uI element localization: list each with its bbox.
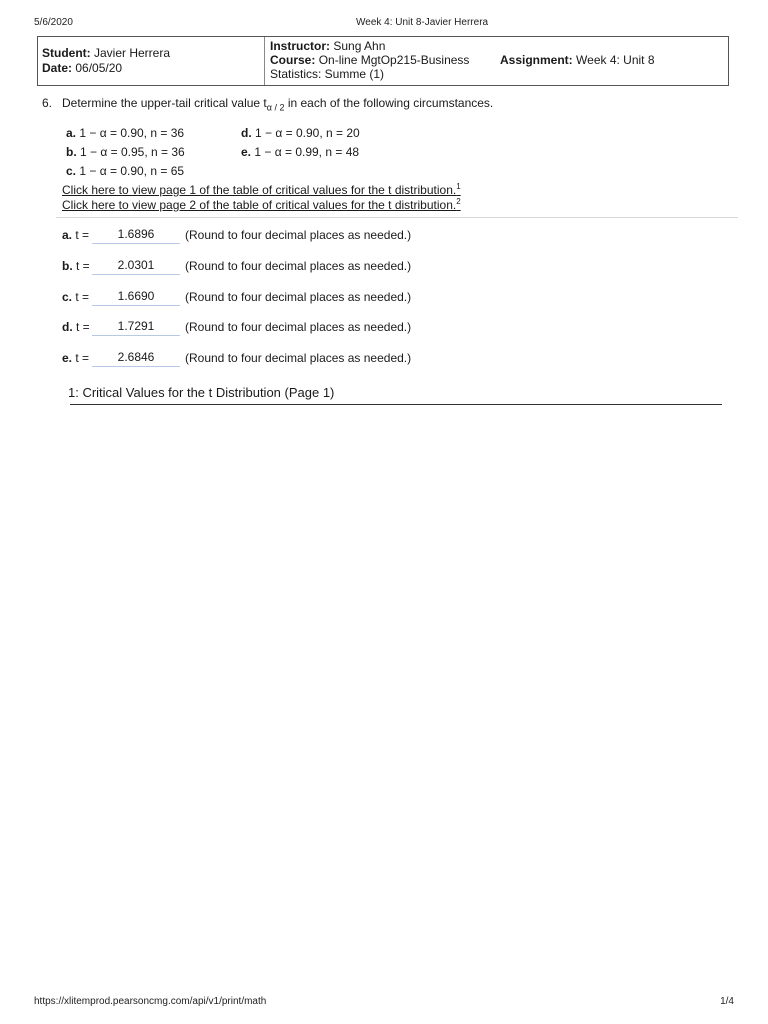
condition-label: b.: [66, 145, 77, 159]
answer-eq: t =: [72, 320, 90, 334]
question-text-before: Determine the upper-tail critical value t: [62, 96, 267, 110]
instructor-label: Instructor:: [270, 39, 330, 53]
link-text: Click here to view page 1 of the table of critical values for the t distribution.: [62, 183, 457, 197]
info-box: [37, 36, 729, 86]
print-title: Week 4: Unit 8-Javier Herrera: [356, 17, 489, 28]
answer-letter: d.: [62, 320, 73, 334]
student-value: Javier Herrera: [94, 46, 171, 60]
condition-text: 1 − α = 0.90, n = 36: [79, 126, 185, 140]
answer-label: [62, 290, 89, 304]
condition-c: [66, 164, 184, 178]
instructor-value: Sung Ahn: [333, 39, 386, 53]
course-value-2: Statistics: Summe (1): [270, 67, 385, 81]
answer-note: (Round to four decimal places as needed.): [185, 351, 412, 365]
link-footnote: 1: [456, 182, 461, 191]
answer-note: (Round to four decimal places as needed.): [185, 259, 412, 273]
section-divider: [56, 217, 738, 218]
answer-eq: t =: [72, 290, 90, 304]
condition-e: [241, 145, 359, 159]
condition-label: c.: [66, 164, 77, 178]
t-table-page-1-link[interactable]: [62, 182, 461, 197]
answer-letter: b.: [62, 259, 73, 273]
answer-eq: t =: [72, 259, 90, 273]
answer-label: [62, 351, 89, 365]
condition-text: 1 − α = 0.90, n = 65: [79, 164, 185, 178]
answer-label: [62, 259, 90, 273]
course-label: Course:: [270, 53, 316, 67]
answer-field-d[interactable]: 1.7291: [92, 318, 180, 336]
table-title: 1: Critical Values for the t Distribution (Page 1): [68, 385, 335, 400]
question-text-sub: α / 2: [266, 102, 285, 113]
answer-field-b[interactable]: 2.0301: [92, 257, 180, 275]
answer-letter: c.: [62, 290, 73, 304]
answer-label: [62, 320, 90, 334]
condition-text: 1 − α = 0.95, n = 36: [80, 145, 185, 159]
answer-note: (Round to four decimal places as needed.): [185, 228, 412, 242]
link-footnote: 2: [456, 197, 461, 206]
student-label: Student:: [42, 46, 91, 60]
page-number: 1/4: [720, 996, 734, 1007]
answer-field-e[interactable]: 2.6846: [92, 349, 180, 367]
condition-label: a.: [66, 126, 77, 140]
question-text-after: in each of the following circumstances.: [284, 96, 494, 110]
date-value: 06/05/20: [75, 61, 123, 75]
table-rule: [70, 404, 722, 405]
answer-eq: t =: [72, 351, 90, 365]
link-text: Click here to view page 2 of the table of critical values for the t distribution.: [62, 198, 457, 212]
answer-field-a[interactable]: 1.6896: [92, 226, 180, 244]
instructor-info: [270, 39, 469, 81]
assignment-value: Week 4: Unit 8: [576, 53, 655, 67]
condition-text: 1 − α = 0.90, n = 20: [255, 126, 360, 140]
print-date: 5/6/2020: [34, 17, 73, 28]
condition-b: [66, 145, 185, 159]
answer-label: [62, 228, 89, 242]
answer-note: (Round to four decimal places as needed.): [185, 320, 412, 334]
condition-label: d.: [241, 126, 252, 140]
condition-d: [241, 126, 360, 140]
question-text: [62, 96, 493, 112]
answer-letter: a.: [62, 228, 73, 242]
t-table-page-2-link[interactable]: [62, 197, 461, 212]
answer-letter: e.: [62, 351, 73, 365]
date-label: Date:: [42, 61, 73, 75]
condition-a: [66, 126, 184, 140]
condition-text: 1 − α = 0.99, n = 48: [254, 145, 360, 159]
print-url: https://xlitemprod.pearsoncmg.com/api/v1/print/math: [34, 996, 267, 1007]
assignment-info: [500, 53, 655, 67]
info-divider: [264, 37, 265, 85]
answer-eq: t =: [72, 228, 90, 242]
condition-label: e.: [241, 145, 252, 159]
course-value: On-line MgtOp215-Business: [318, 53, 470, 67]
question-number: 6.: [42, 96, 53, 110]
assignment-label: Assignment:: [500, 53, 573, 67]
answer-note: (Round to four decimal places as needed.): [185, 290, 412, 304]
answer-field-c[interactable]: 1.6690: [92, 288, 180, 306]
student-info: [42, 46, 170, 76]
